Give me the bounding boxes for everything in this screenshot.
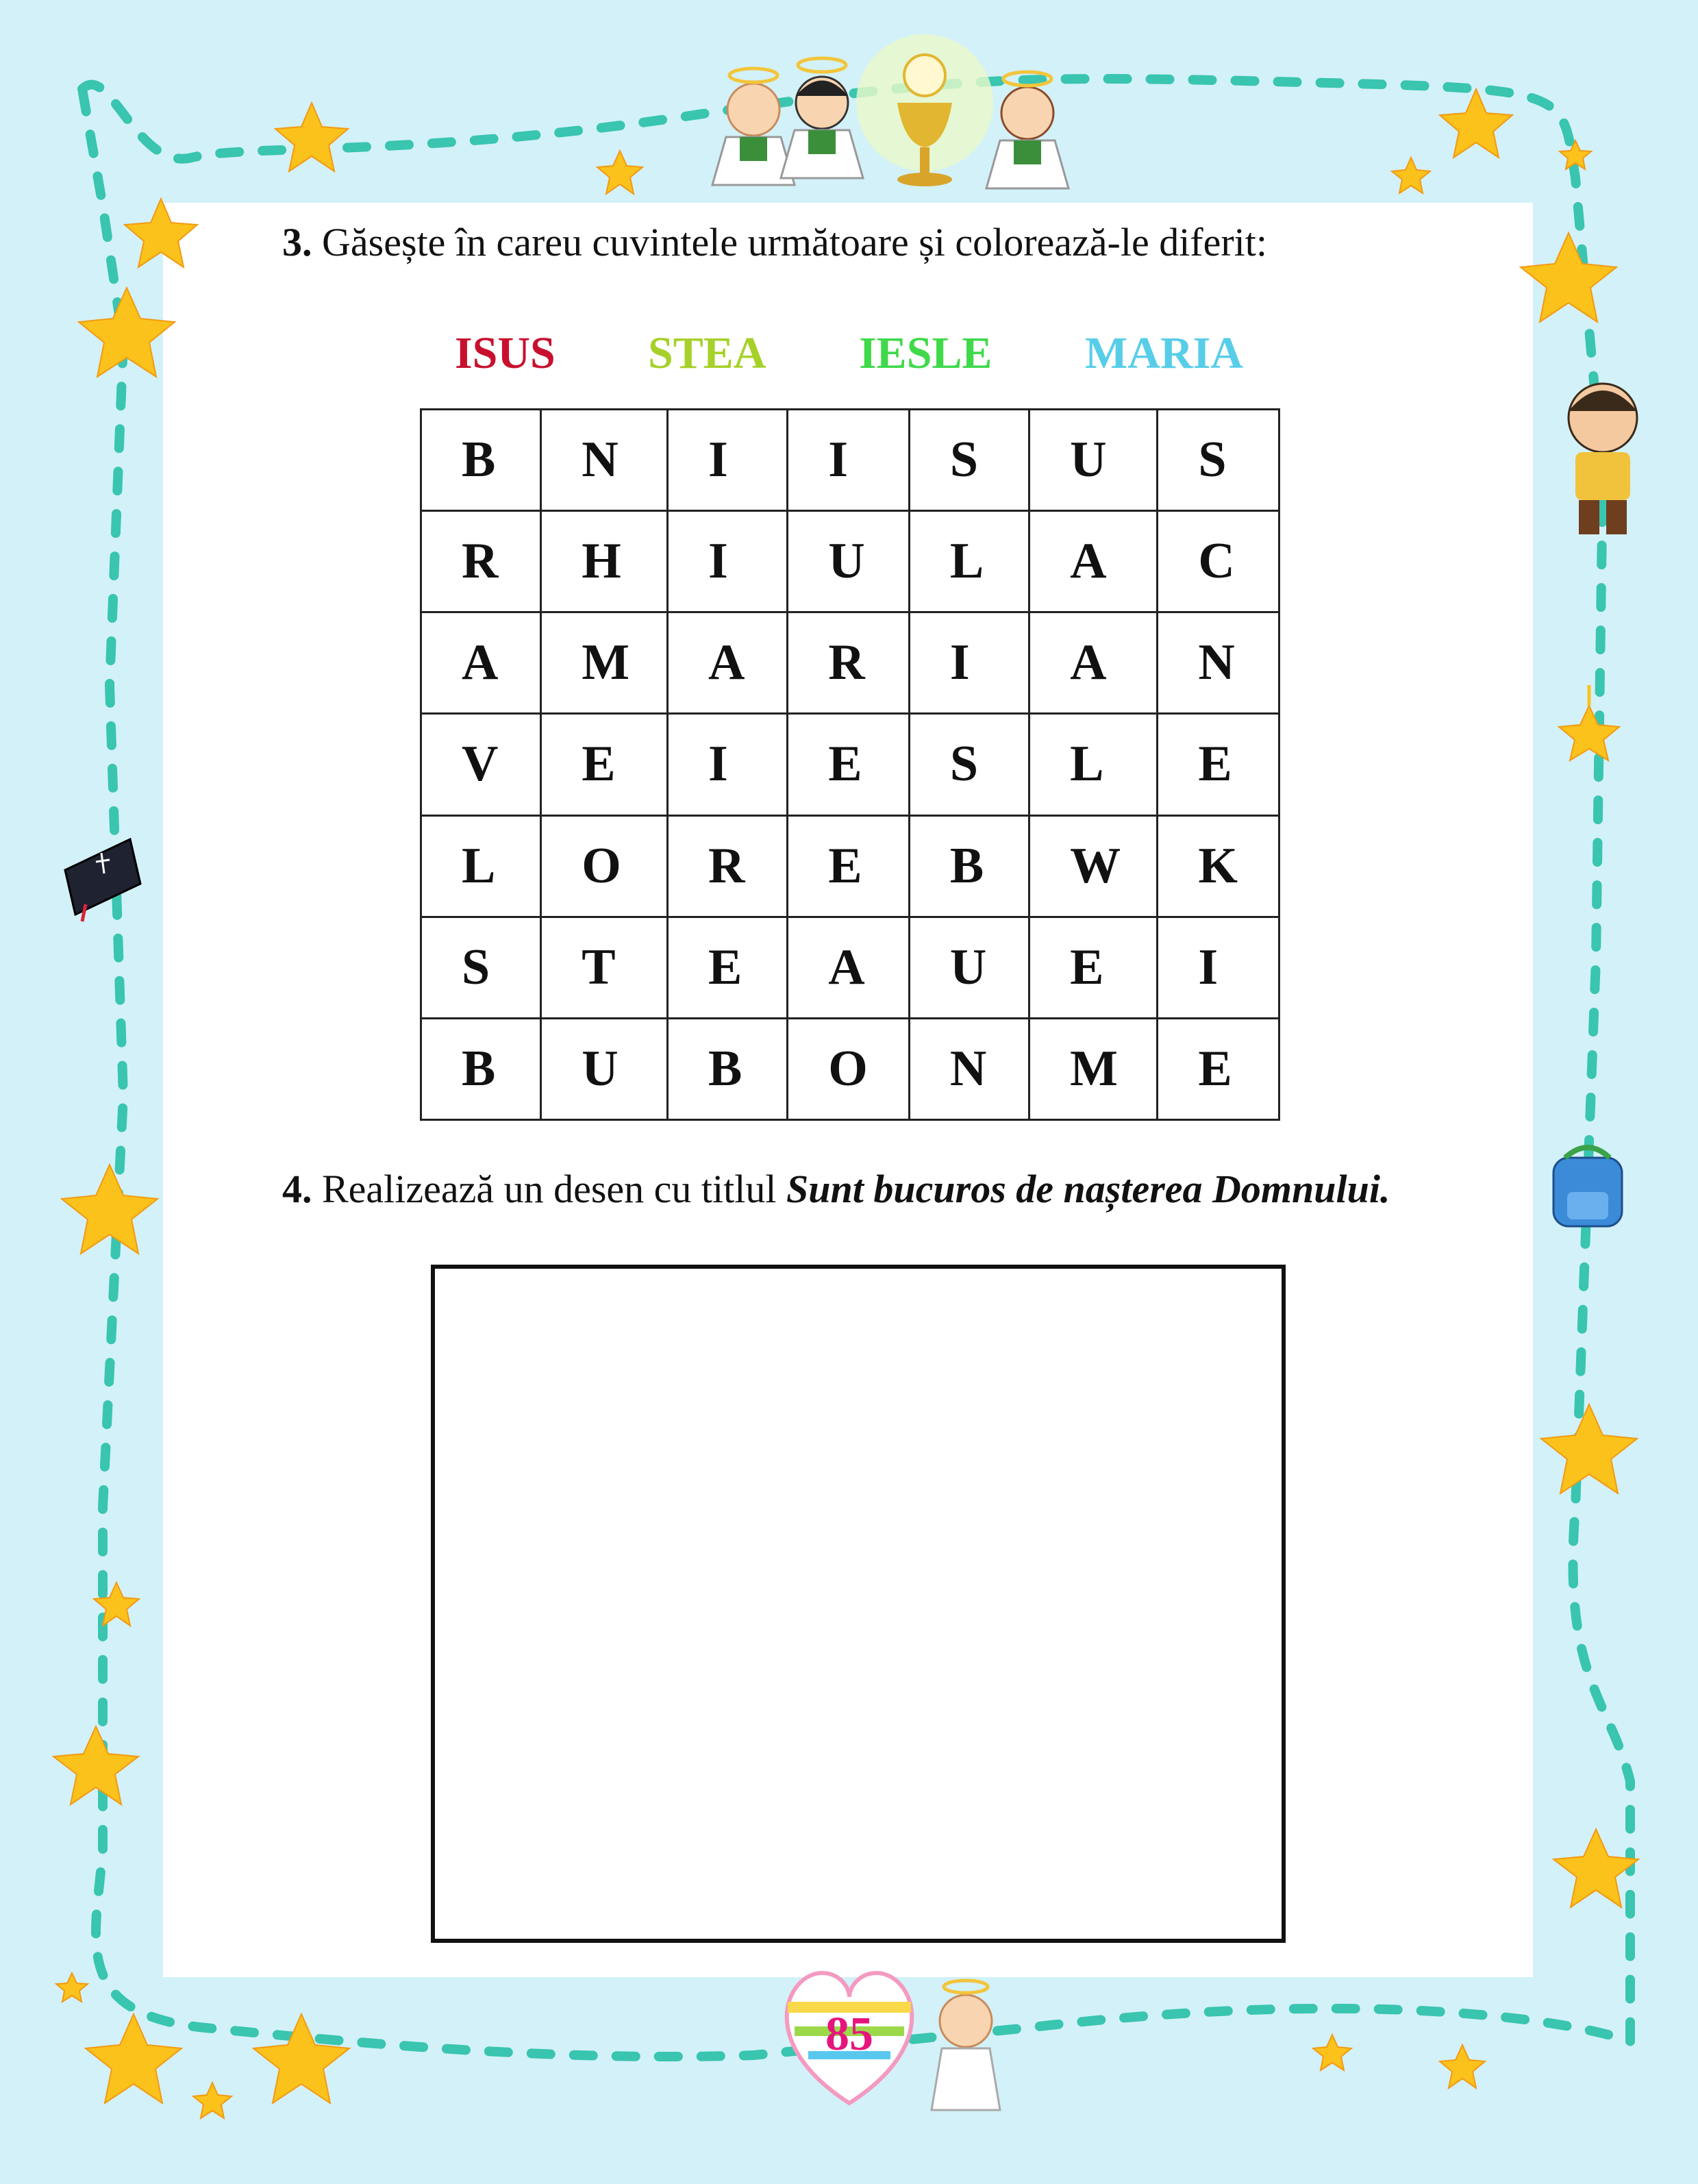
word-isus: ISUS <box>455 328 555 378</box>
star-icon <box>253 2014 349 2103</box>
grid-cell[interactable]: O <box>788 1018 910 1119</box>
word-maria: MARIA <box>1085 328 1243 378</box>
task-3-text: Găsește în careu cuvintele următoare și colorează-le diferit: <box>322 220 1268 264</box>
grid-cell[interactable]: U <box>909 917 1029 1018</box>
word-stea: STEA <box>648 328 766 378</box>
star-icon <box>1559 706 1619 760</box>
grid-cell[interactable]: A <box>1029 612 1158 714</box>
grid-cell[interactable]: N <box>541 410 668 511</box>
grid-row <box>421 917 1279 1018</box>
grid-cell[interactable]: S <box>909 410 1029 511</box>
grid-row <box>421 1018 1279 1119</box>
task-3-number: 3. <box>282 220 312 264</box>
star-icon <box>275 103 348 171</box>
chalice-icon <box>856 34 993 186</box>
grid-row <box>421 511 1279 612</box>
grid-cell[interactable]: E <box>668 917 788 1018</box>
star-icon <box>53 1726 138 1804</box>
backpack-icon <box>1553 1147 1622 1226</box>
grid-cell[interactable]: E <box>1158 1018 1279 1119</box>
grid-cell[interactable]: K <box>1158 815 1279 917</box>
star-icon <box>86 2014 182 2103</box>
grid-cell[interactable]: I <box>668 714 788 815</box>
task-4-number: 4. <box>282 1167 312 1211</box>
angel-icon <box>781 58 863 178</box>
grid-cell[interactable]: N <box>1158 612 1279 714</box>
grid-row <box>421 815 1279 917</box>
task-3-instruction <box>282 219 1267 265</box>
grid-cell[interactable]: A <box>1029 511 1158 612</box>
grid-cell[interactable]: U <box>1029 410 1158 511</box>
grid-cell[interactable]: E <box>541 714 668 815</box>
grid-cell[interactable]: H <box>541 511 668 612</box>
grid-cell[interactable]: B <box>421 1018 541 1119</box>
grid-cell[interactable]: W <box>1029 815 1158 917</box>
grid-cell[interactable]: R <box>668 815 788 917</box>
grid-cell[interactable]: S <box>1158 410 1279 511</box>
grid-row <box>421 714 1279 815</box>
grid-cell[interactable]: O <box>541 815 668 917</box>
star-icon <box>1521 233 1616 322</box>
task-4-instruction <box>282 1166 1390 1212</box>
grid-cell[interactable]: I <box>788 410 910 511</box>
bible-icon <box>65 839 140 921</box>
star-icon <box>1440 2045 1485 2088</box>
grid-cell[interactable]: E <box>1158 714 1279 815</box>
grid-cell[interactable]: C <box>1158 511 1279 612</box>
star-icon <box>1313 2035 1351 2070</box>
grid-cell[interactable]: N <box>909 1018 1029 1119</box>
drawing-area[interactable] <box>431 1265 1286 1943</box>
angel-icon <box>932 1981 1000 2110</box>
grid-cell[interactable]: M <box>1029 1018 1158 1119</box>
star-icon <box>193 2083 232 2118</box>
page-number: 85 <box>825 2008 873 2061</box>
grid-cell[interactable]: E <box>788 815 910 917</box>
task-4-text: Realizează un desen cu titlul <box>322 1167 777 1211</box>
star-icon <box>1541 1404 1637 1493</box>
grid-cell[interactable]: L <box>421 815 541 917</box>
grid-cell[interactable]: U <box>541 1018 668 1119</box>
grid-cell[interactable]: E <box>1029 917 1158 1018</box>
word-list <box>0 327 1698 389</box>
grid-cell[interactable]: I <box>1158 917 1279 1018</box>
grid-cell[interactable]: I <box>909 612 1029 714</box>
grid-cell[interactable]: R <box>421 511 541 612</box>
grid-cell[interactable]: R <box>788 612 910 714</box>
star-icon <box>125 199 197 267</box>
grid-cell[interactable]: L <box>1029 714 1158 815</box>
drawing-title: Sunt bucuros de nașterea Domnului. <box>786 1167 1390 1211</box>
angel-icon <box>712 69 795 185</box>
grid-row <box>421 410 1279 511</box>
star-icon <box>597 151 642 194</box>
grid-cell[interactable]: A <box>421 612 541 714</box>
grid-cell[interactable]: L <box>909 511 1029 612</box>
grid-cell[interactable]: I <box>668 410 788 511</box>
grid-cell[interactable]: S <box>421 917 541 1018</box>
star-icon <box>62 1165 158 1254</box>
grid-cell[interactable]: A <box>788 917 910 1018</box>
star-icon <box>1440 89 1512 158</box>
angel-icon <box>986 72 1069 188</box>
star-icon <box>56 1973 88 2002</box>
word-iesle: IESLE <box>859 328 992 378</box>
grid-cell[interactable]: U <box>788 511 910 612</box>
grid-cell[interactable]: B <box>421 410 541 511</box>
grid-cell[interactable]: I <box>668 511 788 612</box>
grid-cell[interactable]: M <box>541 612 668 714</box>
grid-cell[interactable]: E <box>788 714 910 815</box>
grid-cell[interactable]: B <box>909 815 1029 917</box>
grid-cell[interactable]: A <box>668 612 788 714</box>
word-search-grid <box>420 408 1280 1121</box>
grid-cell[interactable]: V <box>421 714 541 815</box>
grid-row <box>421 612 1279 714</box>
star-icon <box>1392 158 1430 193</box>
grid-cell[interactable]: S <box>909 714 1029 815</box>
grid-cell[interactable]: T <box>541 917 668 1018</box>
grid-cell[interactable]: B <box>668 1018 788 1119</box>
